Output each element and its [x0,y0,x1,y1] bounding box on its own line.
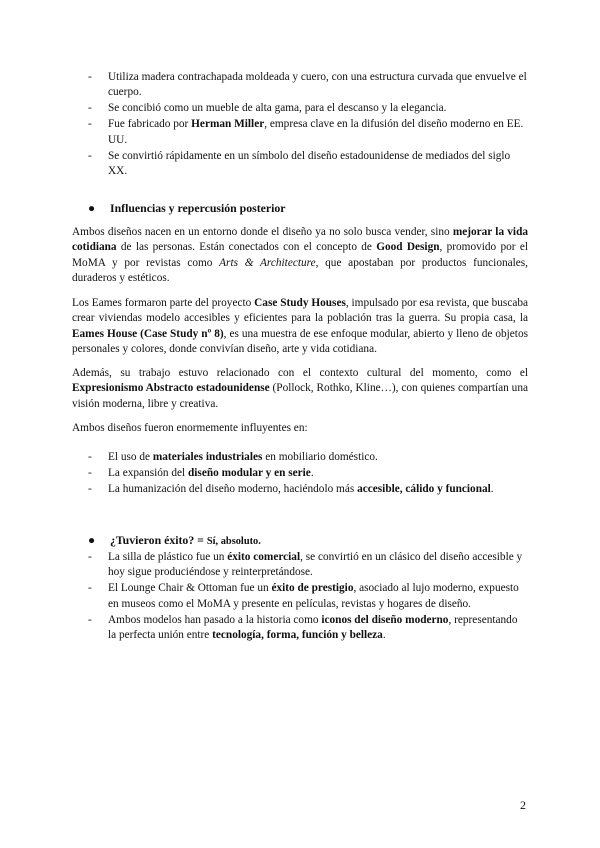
paragraph-influyentes: Ambos diseños fueron enormemente influyentes en: [72,422,308,434]
list-item: - La humanización del diseño moderno, haciéndolo más accesible, cálido y funcional. [88,483,494,495]
paragraph-expresionismo: Además, su trabajo estuvo relacionado con el contexto cultural del momento, como el Expresionismo Abstracto estadounidense (Pollock, Rothko, Kline…), con quienes compartían una visión moderna, libre y creativa. [72,367,528,410]
list-item: - Se convirtió rápidamente en un símbolo del diseño estadounidense de mediados del siglo XX. [88,149,511,178]
page-number: 2 [520,798,526,812]
list-item: - La expansión del diseño modular y en serie. [88,467,314,479]
list-item: - Ambos modelos han pasado a la historia como iconos del diseño moderno, representando la perfecta unión entre tecnología, forma, función y belleza. [88,613,518,642]
paragraph-case-study-houses: Los Eames formaron parte del proyecto Case Study Houses, impulsado por esa revista, que buscaba crear viviendas modelo accesibles y eficientes para la población tras la guerra. Su propia casa, la Eames House (Case Study nº 8), es una muestra de ese enfoque modular, abierto y lleno de objetos personales y colores, donde convivían diseño, arte y vida cotidiana. [72,297,529,356]
section-heading-influencias: ● Influencias y repercusión posterior [88,201,286,215]
success-list [88,550,528,644]
eames-lounge-features-list [88,70,528,180]
list-item: - Utiliza madera contrachapada moldeada y cuero, con una estructura curvada que envuelve el cuerpo. [88,71,527,99]
list-item: - La silla de plástico fue un éxito comercial, se convirtió en un clásico del diseño accesible y hoy sigue produciéndose y reinterpretándose. [88,551,523,579]
list-item: - El uso de materiales industriales en mobiliario doméstico. [88,451,378,463]
paragraph-good-design: Ambos diseños nacen en un entorno donde el diseño ya no solo busca vender, sino mejorar la vida cotidiana de las personas. Están conectados con el concepto de Good Design, promovido por el MoMA y por revistas como Arts & Architecture, que apostaban por productos funcionales, duraderos y estéticos. [72,226,529,285]
influence-list [88,450,528,498]
section-heading-exito: ● ¿Tuvieron éxito? = Sí, absoluto. [88,533,261,547]
list-item: - Fue fabricado por Herman Miller, empresa clave en la difusión del diseño moderno en EE. UU. [88,118,524,146]
list-item: - Se concibió como un mueble de alta gama, para el descanso y la elegancia. [88,102,447,115]
list-item: - El Lounge Chair & Ottoman fue un éxito de prestigio, asociado al lujo moderno, expuesto en museos como el MoMA y presente en películas, revistas y hogares de diseño. [88,582,519,610]
